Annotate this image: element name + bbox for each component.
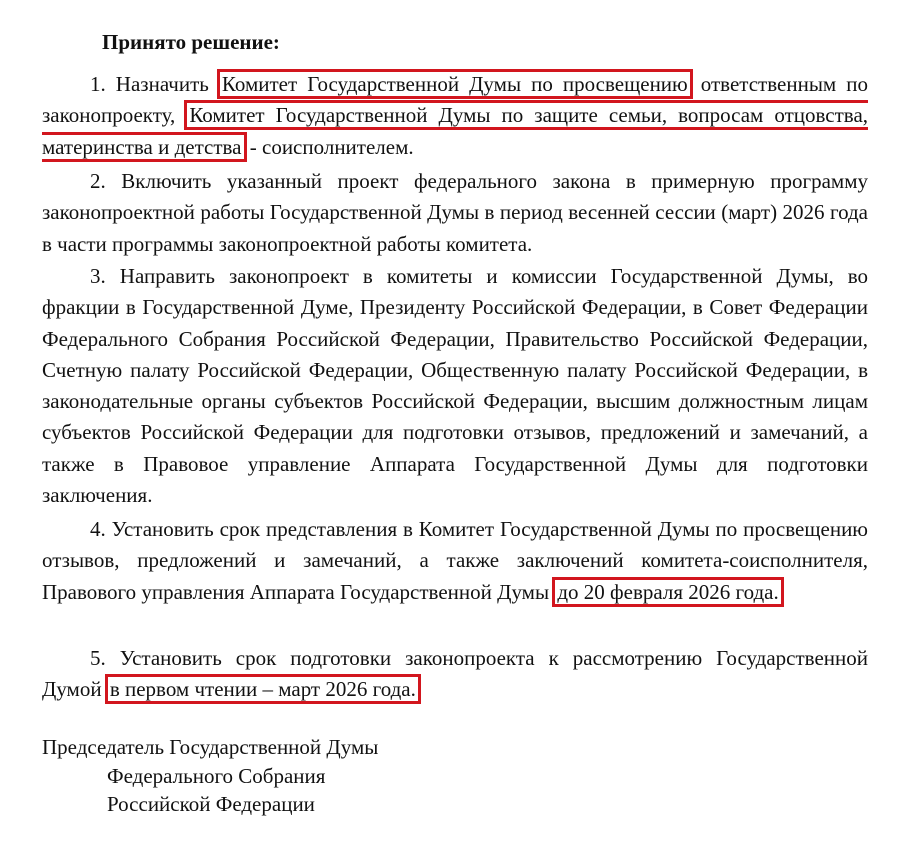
item-5-paragraph bbox=[42, 643, 868, 706]
signature-line-2: Федерального Собрания bbox=[107, 763, 326, 788]
highlight-responsible-committee: Комитет Государственной Думы по просвещению bbox=[217, 69, 693, 99]
item-3-paragraph: 3. Направить законопроект в комитеты и комиссии Государственной Думы, во фракции в Государственной Думе, Президенту Российской Федерации, в Совет Федерации Федерального Собрания Российской Федерации, Правительство Российской Федерации, Счетную палату Российской Федерации, Общественную палату Российской Федерации, в законодательные органы субъектов Российской Федерации, высшим должностным лицам субъектов Российской Федерации для подготовки отзывов, предложений и замечаний, а также в Правовое управление Аппарата Государственной Думы для подготовки заключения. bbox=[42, 264, 868, 508]
item-2-paragraph: 2. Включить указанный проект федерального закона в примерную программу законопроектной работы Государственной Думы в период весенней сессии (март) 2026 года в части программы законопроектной работы комитета. bbox=[42, 169, 868, 256]
highlight-deadline-date: до 20 февраля 2026 года. bbox=[552, 577, 783, 607]
item-1-middle: ответственным по законопроекту, bbox=[42, 72, 868, 128]
item-1-prefix: 1. Назначить bbox=[90, 72, 219, 96]
signature-block bbox=[42, 733, 378, 819]
highlight-co-executor-committee: Комитет Государственной Думы по защите семьи, вопросам отцовства, материнства и детства bbox=[42, 100, 868, 161]
item-4-prefix: 4. Установить срок представления в Комитет Государственной Думы по просвещению отзывов, предложений и замечаний, а также заключений комитета-соисполнителя, Правового управления Аппарата Государственной Думы bbox=[42, 517, 868, 604]
item-5-prefix: 5. Установить срок подготовки законопроекта к рассмотрению Государственной Думой bbox=[42, 646, 868, 702]
highlight-first-reading: в первом чтении – март 2026 года. bbox=[105, 674, 421, 704]
signature-line-3: Российской Федерации bbox=[107, 792, 315, 816]
decision-heading: Принято решение: bbox=[102, 30, 280, 54]
signature-line-1: Председатель Государственной Думы bbox=[42, 735, 379, 759]
item-4-paragraph bbox=[42, 514, 868, 608]
item-1-suffix: - соисполнителем. bbox=[244, 134, 414, 159]
item-1-paragraph bbox=[42, 69, 868, 163]
